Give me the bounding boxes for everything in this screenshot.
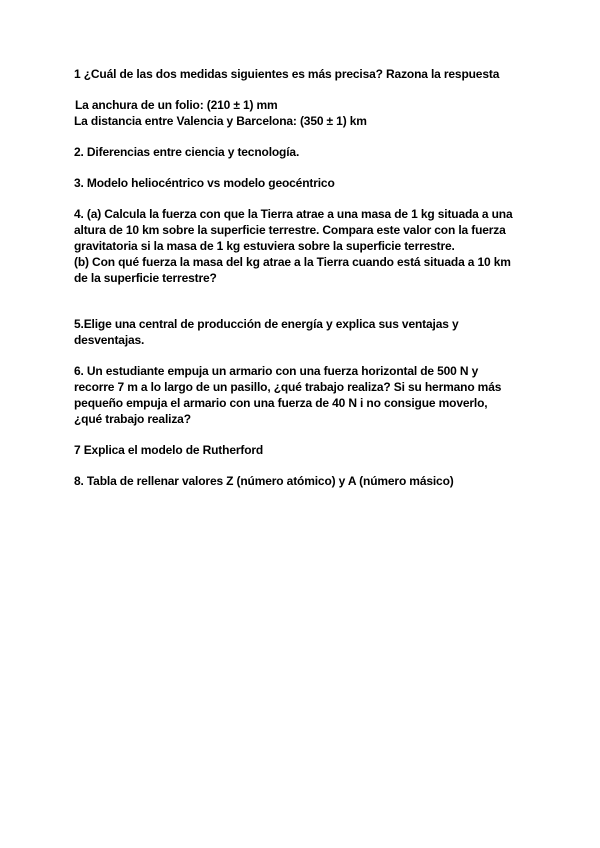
- question-5-line-2: desventajas.: [74, 333, 145, 347]
- question-5-line-1: 5.Elige una central de producción de energía y explica sus ventajas y: [74, 317, 459, 331]
- question-1-line-1: 1 ¿Cuál de las dos medidas siguientes es más precisa? Razona la respuesta: [74, 67, 500, 81]
- question-1-option-folio: La anchura de un folio: (210 ± 1) mm: [75, 98, 278, 112]
- question-6-line-4: ¿qué trabajo realiza?: [74, 412, 191, 426]
- question-1-option-distance: La distancia entre Valencia y Barcelona: (350 ± 1) km: [74, 114, 367, 128]
- question-5: [74, 316, 544, 348]
- question-4-line-1: 4. (a) Calcula la fuerza con que la Tierra atrae a una masa de 1 kg situada a una: [74, 207, 513, 221]
- question-6-line-2: recorre 7 m a lo largo de un pasillo, ¿qué trabajo realiza? Si su hermano más: [74, 380, 502, 394]
- question-4-line-2: altura de 10 km sobre la superficie terrestre. Compara este valor con la fuerza: [74, 223, 506, 237]
- document-body: [74, 66, 544, 504]
- question-4-line-3: gravitatoria si la masa de 1 kg estuviera sobre la superficie terrestre.: [74, 239, 455, 253]
- question-6: [74, 363, 544, 427]
- question-8: [74, 473, 544, 489]
- question-4-line-5: de la superficie terrestre?: [74, 271, 217, 285]
- question-7-line-1: 7 Explica el modelo de Rutherford: [74, 443, 264, 457]
- question-3-line-1: 3. Modelo heliocéntrico vs modelo geocéntrico: [74, 176, 335, 190]
- question-6-line-1: 6. Un estudiante empuja un armario con una fuerza horizontal de 500 N y: [74, 364, 479, 378]
- question-1: [74, 66, 544, 82]
- question-2-line-1: 2. Diferencias entre ciencia y tecnología.: [74, 145, 300, 159]
- question-8-line-1: 8. Tabla de rellenar valores Z (número atómico) y A (número másico): [74, 474, 454, 488]
- question-7: [74, 442, 544, 458]
- question-1-options: [74, 97, 544, 129]
- question-4: [74, 206, 544, 286]
- question-3: [74, 175, 544, 191]
- question-6-line-3: pequeño empuja el armario con una fuerza de 40 N i no consigue moverlo,: [74, 396, 488, 410]
- question-2: [74, 144, 544, 160]
- question-4-line-4: (b) Con qué fuerza la masa del kg atrae a la Tierra cuando está situada a 10 km: [74, 255, 511, 269]
